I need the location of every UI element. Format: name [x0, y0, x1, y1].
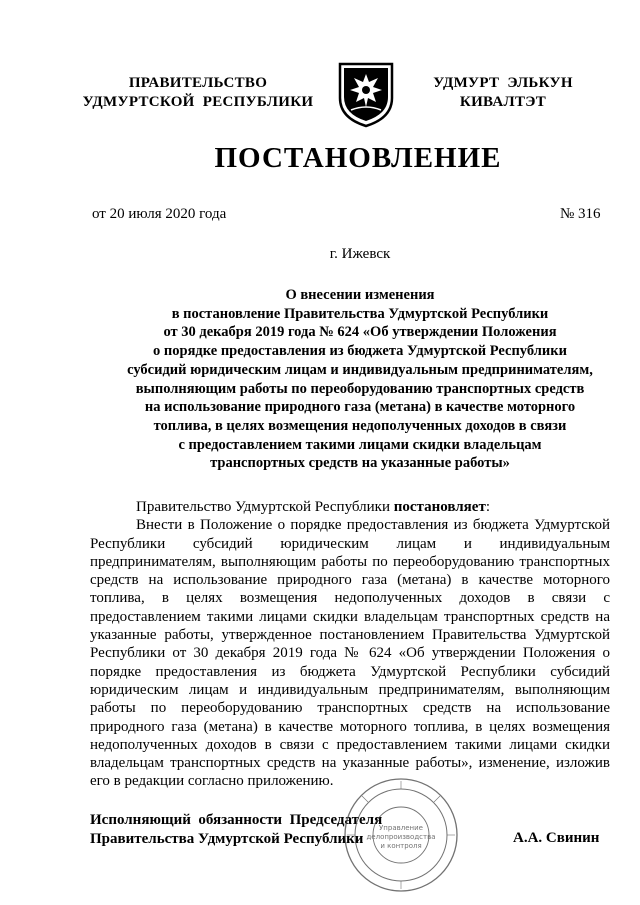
header-left-line2: УДМУРТСКОЙ РЕСПУБЛИКИ — [82, 94, 314, 110]
intro-text: Правительство Удмуртской Республики — [136, 499, 394, 515]
subject-line: транспортных средств на указанные работы» — [210, 455, 510, 472]
header-right-org-name — [418, 74, 588, 112]
signatory-position-line2: Правительства Удмуртской Республики — [90, 831, 364, 847]
subject-line: от 30 декабря 2019 года № 624 «Об утверждении Положения — [163, 324, 557, 341]
document-subject — [90, 286, 630, 473]
document-date: от 20 июля 2020 года — [92, 206, 227, 222]
header-left-line1: ПРАВИТЕЛЬСТВО — [128, 75, 268, 91]
signatory-position-line1: Исполняющий обязанности Председателя — [90, 812, 383, 828]
stamp-line3: и контроля — [380, 842, 422, 850]
header-right-line1: УДМУРТ ЭЛЬКУН — [433, 75, 573, 91]
subject-line: О внесении изменения — [285, 287, 435, 303]
body-intro — [90, 498, 610, 516]
official-seal-stamp — [342, 776, 460, 894]
body-paragraph: Внести в Положение о порядке предоставления из бюджета Удмуртской Республики субсидий юридическим лицам и индивидуальным предпринимателям, выполняющим работы по переоборудованию транспортных средств на использование природного газа (метана) в качестве моторного топлива, в целях возмещения недополученных доходов в связи с предоставлением такими лицами скидки владельцам транспортных средств на указанные работы, утвержденное постановлением Правительства Удмуртской Республики от 30 декабря 2019 года № 624 «Об утверждении Положения о порядке предоставления из бюджета Удмуртской Республики субсидий юридическим лицам и индивидуальным предпринимателям, выполняющим работы по переоборудованию транспортных средств на использование природного газа (метана) в качестве моторного топлива, в целях возмещения недополученных доходов в связи с предоставлением такими лицами скидки владельцам транспортных средств на указанные работы», изменение, изложив его в редакции согласно приложению. — [90, 517, 610, 790]
intro-colon: : — [485, 499, 490, 515]
document-body — [90, 498, 610, 791]
document-title: ПОСТАНОВЛЕНИЕ — [214, 142, 502, 174]
header-left-org-name — [78, 74, 318, 112]
signatory-name: А.А. Свинин — [513, 830, 600, 846]
subject-line: в постановление Правительства Удмуртской Республики — [171, 305, 549, 322]
subject-line: топлива, в целях возмещения недополученных доходов в связи — [153, 417, 567, 434]
subject-line: субсидий юридическим лицам и индивидуальным предпринимателям, — [127, 361, 593, 378]
coat-of-arms-emblem — [336, 60, 396, 128]
subject-line: с предоставлением такими лицами скидки владельцам — [178, 436, 542, 453]
stamp-line1: Управление — [379, 824, 423, 832]
subject-line: на использование природного газа (метана) в качестве моторного — [144, 399, 576, 416]
subject-line: о порядке предоставления из бюджета Удмуртской Республики — [153, 343, 567, 360]
signatory-position — [90, 811, 382, 849]
document-city: г. Ижевск — [329, 246, 391, 262]
document-number: № 316 — [560, 206, 601, 222]
header-right-line2: КИВАЛТЭТ — [459, 94, 547, 110]
stamp-line2: делопроизводства — [366, 833, 436, 841]
intro-decree-word: постановляет — [393, 499, 486, 515]
subject-line: выполняющим работы по переоборудованию транспортных средств — [135, 380, 585, 397]
